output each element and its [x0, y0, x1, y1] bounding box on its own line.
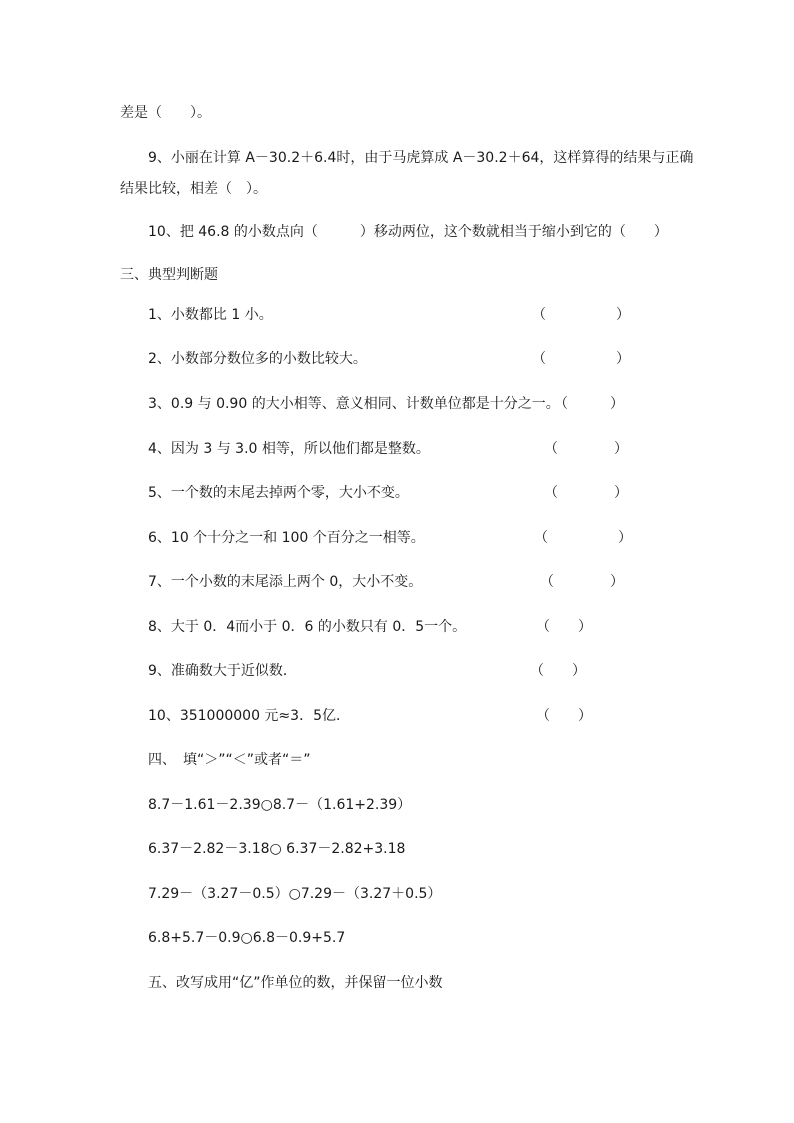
judge-item-8: 8、大于 0．4而小于 0．6 的小数只有 0．5一个。 [148, 619, 467, 635]
judge-answer-4[interactable]: （ ） [544, 441, 628, 457]
judge-answer-7[interactable]: （ ） [540, 574, 624, 590]
judge-item-6: 6、10 个十分之一和 100 个百分之一相等。 [148, 530, 425, 546]
judge-answer-5[interactable]: （ ） [544, 485, 628, 501]
judge-item-10: 10、351000000 元≈3．5亿． [148, 708, 350, 724]
compare-item-1[interactable]: 8.7－1.61－2.39○8.7－（1.61+2.39） [148, 797, 412, 813]
judge-answer-2[interactable]: （ ） [532, 351, 630, 367]
compare-item-4[interactable]: 6.8+5.7－0.9○6.8－0.9+5.7 [148, 930, 346, 946]
judge-answer-6[interactable]: （ ） [534, 530, 632, 546]
section-heading-rewrite: 五、改写成用“亿”作单位的数，并保留一位小数 [148, 975, 443, 991]
judge-answer-3[interactable]: （ ） [554, 396, 624, 412]
judge-item-1: 1、小数都比 1 小。 [148, 307, 273, 323]
q8-tail-text: 差是（ ）。 [120, 105, 211, 121]
judge-item-3: 3、0.9 与 0.90 的大小相等、意义相同、计数单位都是十分之一。 [148, 396, 560, 412]
judge-item-7: 7、一个小数的末尾添上两个 0，大小不变。 [148, 574, 423, 590]
q10-text: 10、把 46.8 的小数点向（ ）移动两位，这个数就相当于缩小到它的（ ） [148, 224, 668, 240]
judge-answer-1[interactable]: （ ） [532, 307, 630, 323]
q9-text-line2: 结果比较，相差（ ）。 [120, 181, 267, 197]
judge-answer-9[interactable]: （ ） [530, 663, 586, 679]
judge-item-4: 4、因为 3 与 3.0 相等，所以他们都是整数。 [148, 441, 430, 457]
compare-item-2[interactable]: 6.37－2.82－3.18○ 6.37－2.82+3.18 [148, 841, 406, 857]
judge-answer-10[interactable]: （ ） [536, 708, 592, 724]
compare-item-3[interactable]: 7.29－（3.27－0.5）○7.29－（3.27＋0.5） [148, 886, 442, 902]
q9-text-line1: 9、小丽在计算 A－30.2＋6.4时，由于马虎算成 A－30.2＋64，这样算得的结果与正确 [148, 150, 694, 166]
section-heading-compare: 四、 填“＞”“＜”或者“＝” [148, 752, 311, 768]
judge-answer-8[interactable]: （ ） [536, 619, 592, 635]
judge-item-2: 2、小数部分数位多的小数比较大。 [148, 351, 367, 367]
judge-item-5: 5、一个数的末尾去掉两个零，大小不变。 [148, 485, 409, 501]
judge-item-9: 9、准确数大于近似数． [148, 663, 297, 679]
section-heading-judge: 三、典型判断题 [120, 267, 218, 283]
